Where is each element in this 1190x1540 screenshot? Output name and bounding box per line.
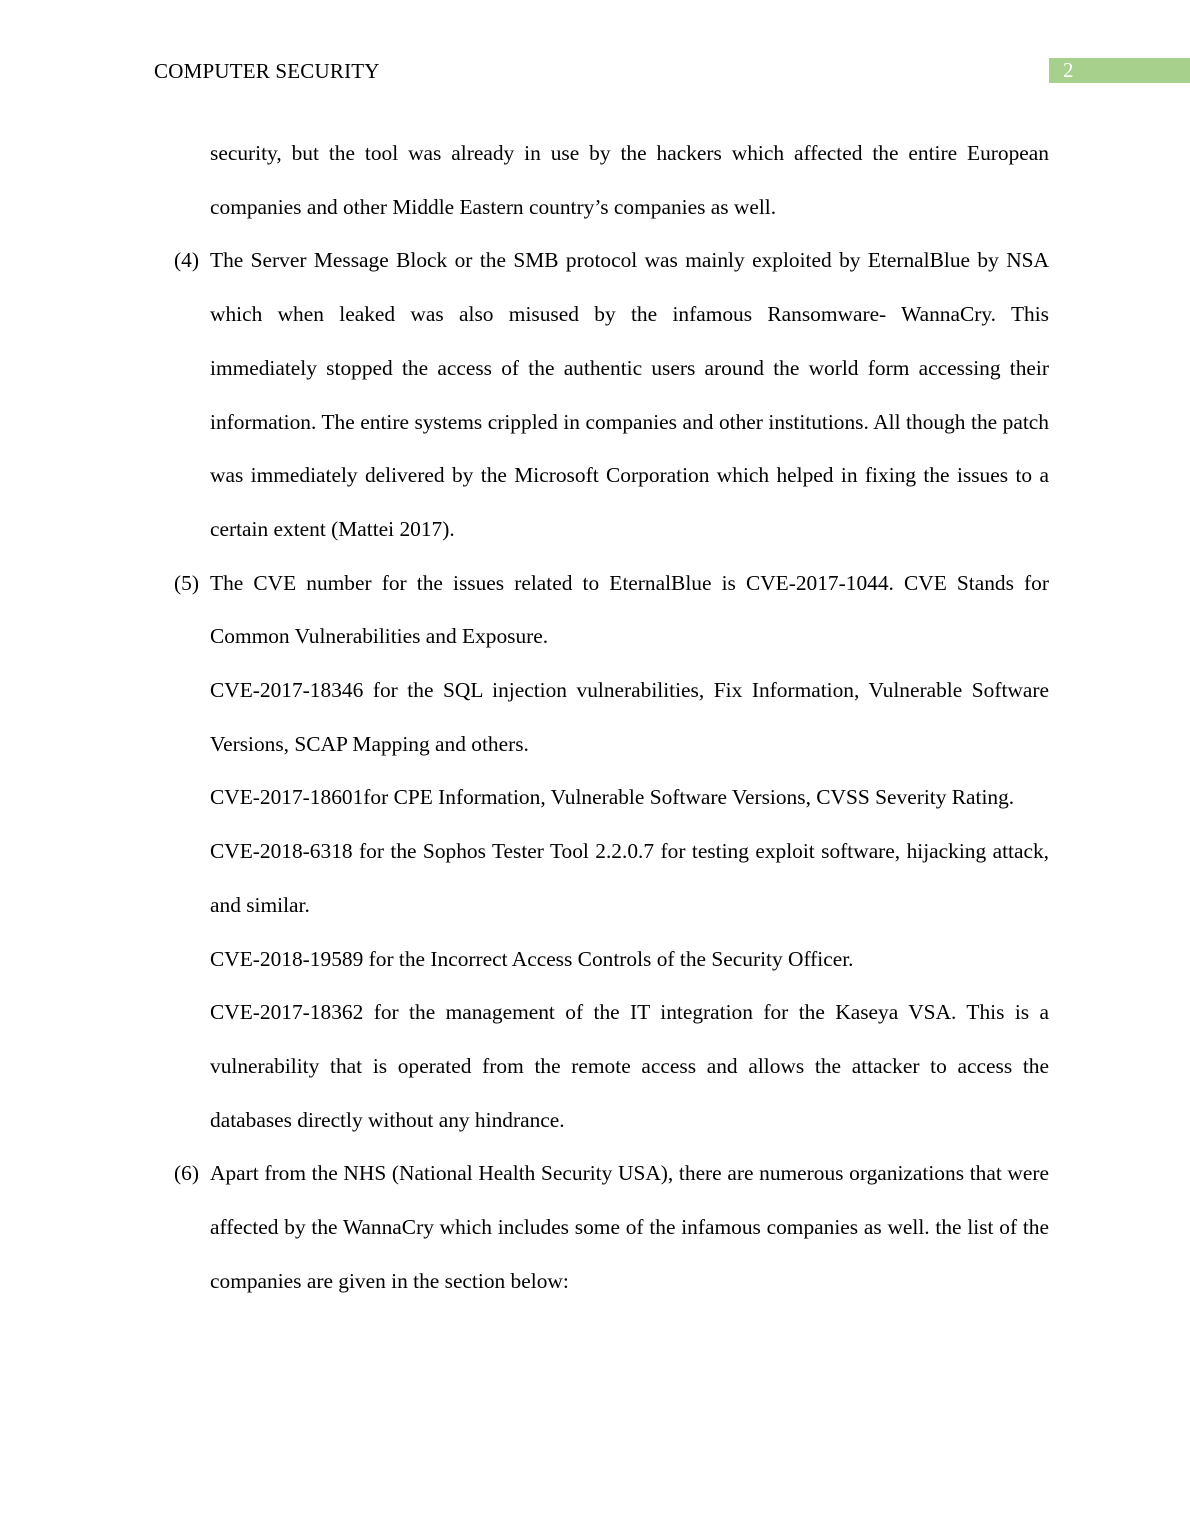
list-item-5 [174, 557, 1049, 664]
cve-entry [210, 986, 1049, 1147]
list-item-6 [174, 1147, 1049, 1308]
cve-entry [210, 825, 1049, 932]
list-number: (5) [174, 570, 199, 595]
paragraph-text: CVE-2018-6318 for the Sophos Tester Tool 2.2.0.7 for testing exploit software, hijacking attack, and similar. [210, 839, 1049, 917]
page-number-badge [1049, 58, 1190, 83]
list-number: (6) [174, 1161, 199, 1186]
page-number: 2 [1063, 58, 1074, 82]
paragraph-text: The CVE number for the issues related to EternalBlue is CVE-2017-1044. CVE Stands for Common Vulnerabilities and Exposure. [210, 570, 1049, 649]
paragraph-text: security, but the tool was already in use by the hackers which affected the entire European companies and other Middle Eastern country’s companies as well. [210, 141, 1049, 219]
paragraph-text: CVE-2017-18346 for the SQL injection vulnerabilities, Fix Information, Vulnerable Software Versions, SCAP Mapping and others. [210, 678, 1049, 756]
paragraph-text: The Server Message Block or the SMB protocol was mainly exploited by EternalBlue by NSA which when leaked was also misused by the infamous Ransomware- WannaCry. This immediately stopped the access of the authentic users around the world form accessing their information. The entire systems crippled in companies and other institutions. All though the patch was immediately delivered by the Microsoft Corporation which helped in fixing the issues to a certain extent (Mattei 2017). [210, 248, 1049, 541]
list-item-4 [174, 234, 1049, 556]
cve-entry [210, 933, 1049, 987]
document-body [0, 127, 1190, 1308]
paragraph-text: CVE-2018-19589 for the Incorrect Access Controls of the Security Officer. [210, 946, 854, 971]
paragraph-text: Apart from the NHS (National Health Security USA), there are numerous organizations that were affected by the WannaCry which includes some of the infamous companies as well. the list of the companies are given in the section below: [210, 1161, 1049, 1293]
paragraph-continuation [210, 127, 1049, 234]
running-header-title: COMPUTER SECURITY [154, 59, 380, 83]
paragraph-text: CVE-2017-18362 for the management of the IT integration for the Kaseya VSA. This is a vulnerability that is operated from the remote access and allows the attacker to access the databases directly without any hindrance. [210, 1000, 1049, 1132]
list-number: (4) [174, 248, 199, 273]
paragraph-text: CVE-2017-18601for CPE Information, Vulnerable Software Versions, CVSS Severity Rating. [210, 785, 1015, 810]
cve-entry [210, 771, 1049, 825]
cve-entry [210, 664, 1049, 771]
